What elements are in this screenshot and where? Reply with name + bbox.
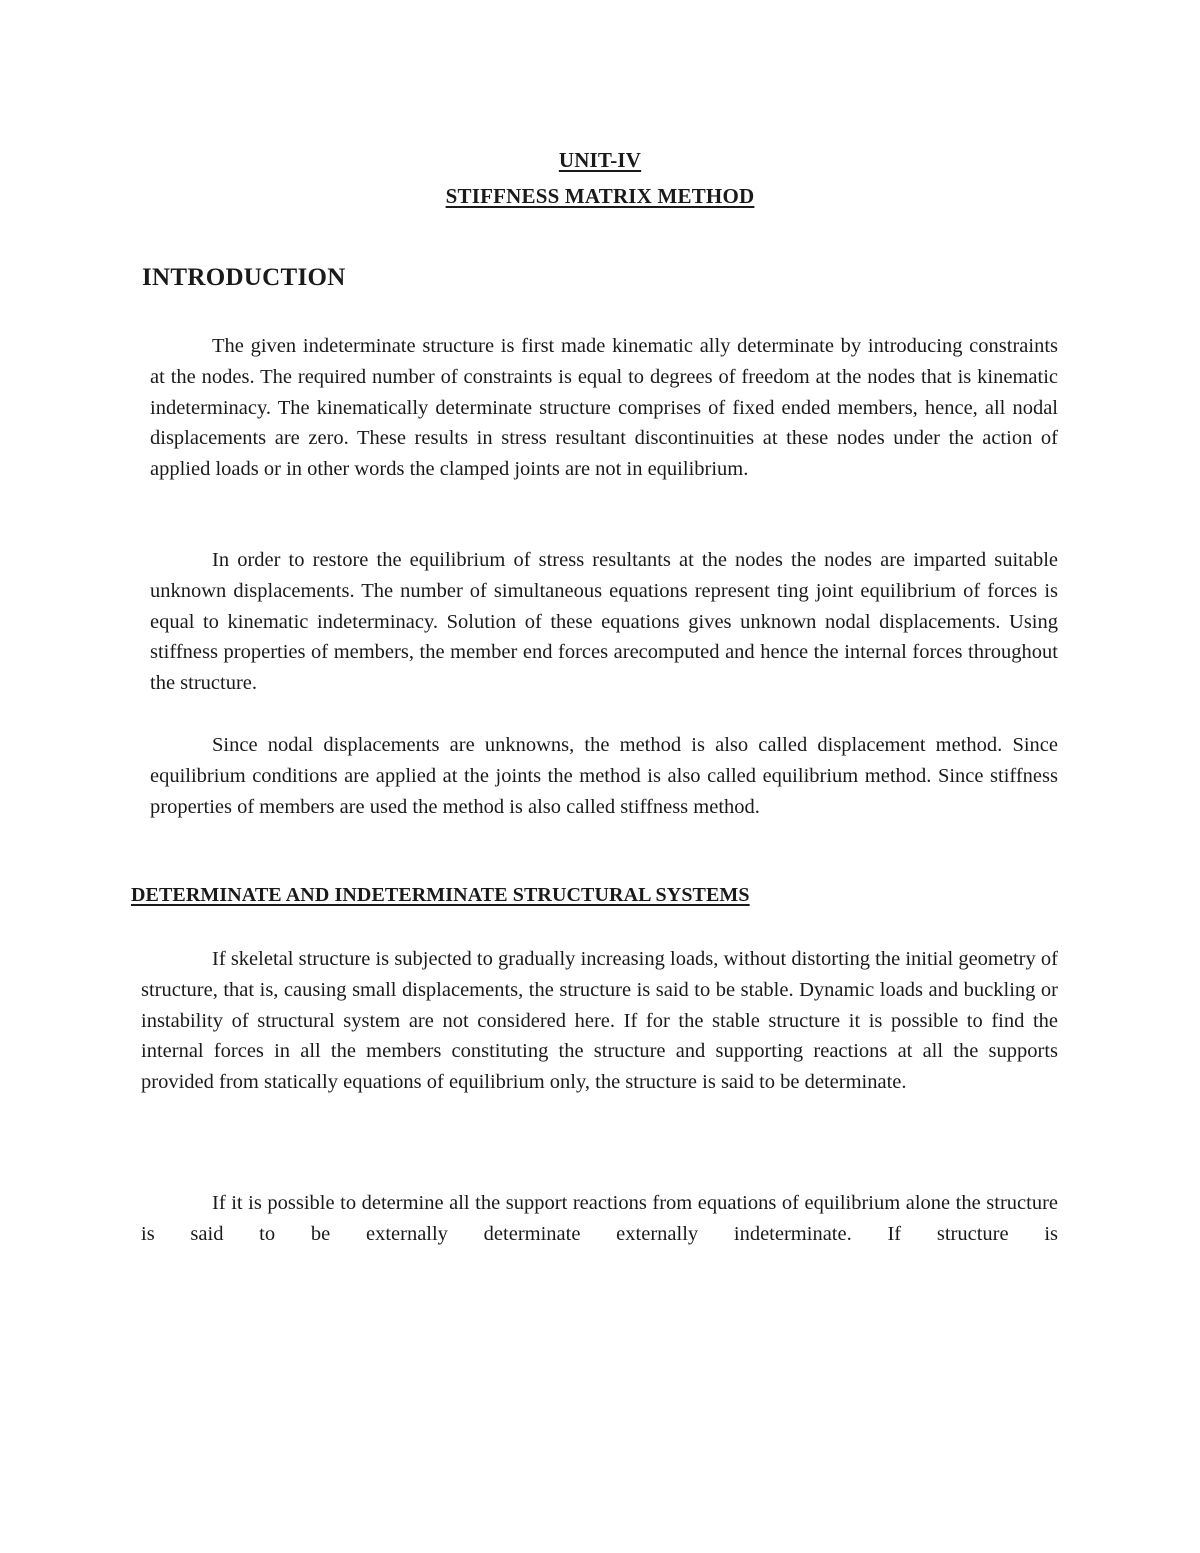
- document-title: STIFFNESS MATRIX METHOD: [445, 184, 755, 208]
- unit-heading: UNIT-IV: [558, 148, 642, 172]
- paragraph: Since nodal displacements are unknowns, the method is also called displacement method. Since equilibrium conditions are applied at the joints the method is also called equilibrium method. Since stiffness properties of members are used the method is also called stiffness method.: [150, 734, 1058, 818]
- section-heading-structural-systems: DETERMINATE AND INDETERMINATE STRUCTURAL SYSTEMS: [131, 884, 750, 906]
- section-heading-introduction: INTRODUCTION: [142, 264, 346, 291]
- paragraph: If it is possible to determine all the support reactions from equations of equilibrium alone the structure is said to be externally determinate externally indeterminate. If structure is: [141, 1192, 1058, 1245]
- paragraph: The given indeterminate structure is first made kinematic ally determinate by introducing constraints at the nodes. The required number of constraints is equal to degrees of freedom at the nodes that is kinematic indeterminacy. The kinematically determinate structure comprises of fixed ended members, hence, all nodal displacements are zero. These results in stress resultant discontinuities at these nodes under the action of applied loads or in other words the clamped joints are not in equilibrium.: [150, 335, 1058, 481]
- paragraph: If skeletal structure is subjected to gradually increasing loads, without distorting the initial geometry of structure, that is, causing small displacements, the structure is said to be stable. Dynamic loads and buckling or instability of structural system are not considered here. If for the stable structure it is possible to find the internal forces in all the members constituting the structure and supporting reactions at all the supports provided from statically equations of equilibrium only, the structure is said to be determinate.: [141, 948, 1058, 1094]
- paragraph: In order to restore the equilibrium of stress resultants at the nodes the nodes are imparted suitable unknown displacements. The number of simultaneous equations represent ting joint equilibrium of forces is equal to kinematic indeterminacy. Solution of these equations gives unknown nodal displacements. Using stiffness properties of members, the member end forces arecomputed and hence the internal forces throughout the structure.: [150, 549, 1058, 695]
